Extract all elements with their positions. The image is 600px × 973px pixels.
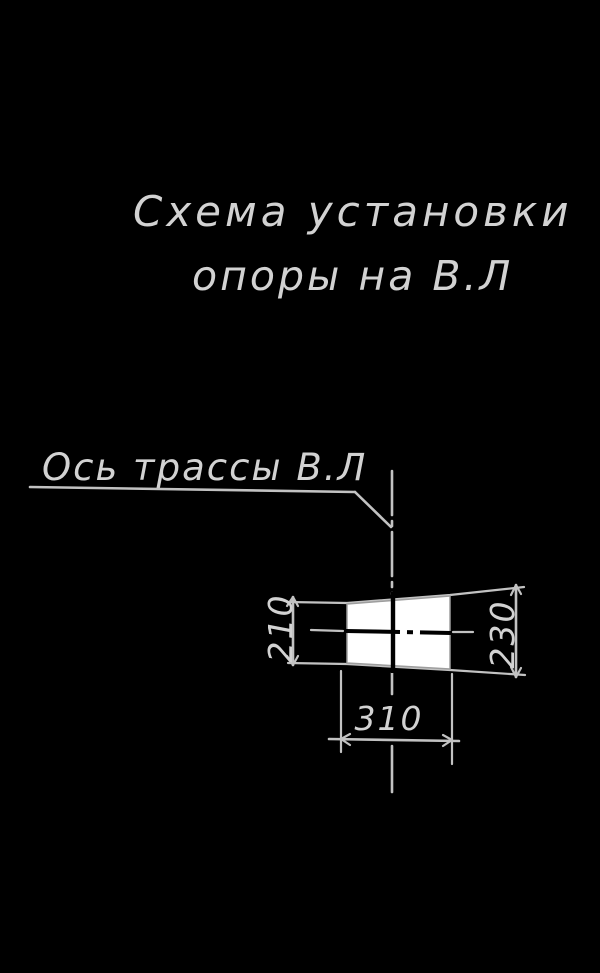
dimension-right [483, 585, 522, 677]
dimension-bottom-value: 310 [354, 699, 424, 738]
dimension-bottom [329, 671, 459, 764]
leader-line [355, 492, 391, 527]
support-center-divider [346, 631, 451, 633]
dimension-left [261, 594, 300, 666]
route-axis-label: Ось трассы В.Л [42, 446, 368, 489]
drawing-title-line1: Схема установки [133, 187, 573, 236]
dimension-left-value: 210 [261, 593, 300, 663]
drawing-title-line2: опоры на В.Л [192, 252, 514, 300]
dimension-right-value: 230 [483, 599, 522, 669]
